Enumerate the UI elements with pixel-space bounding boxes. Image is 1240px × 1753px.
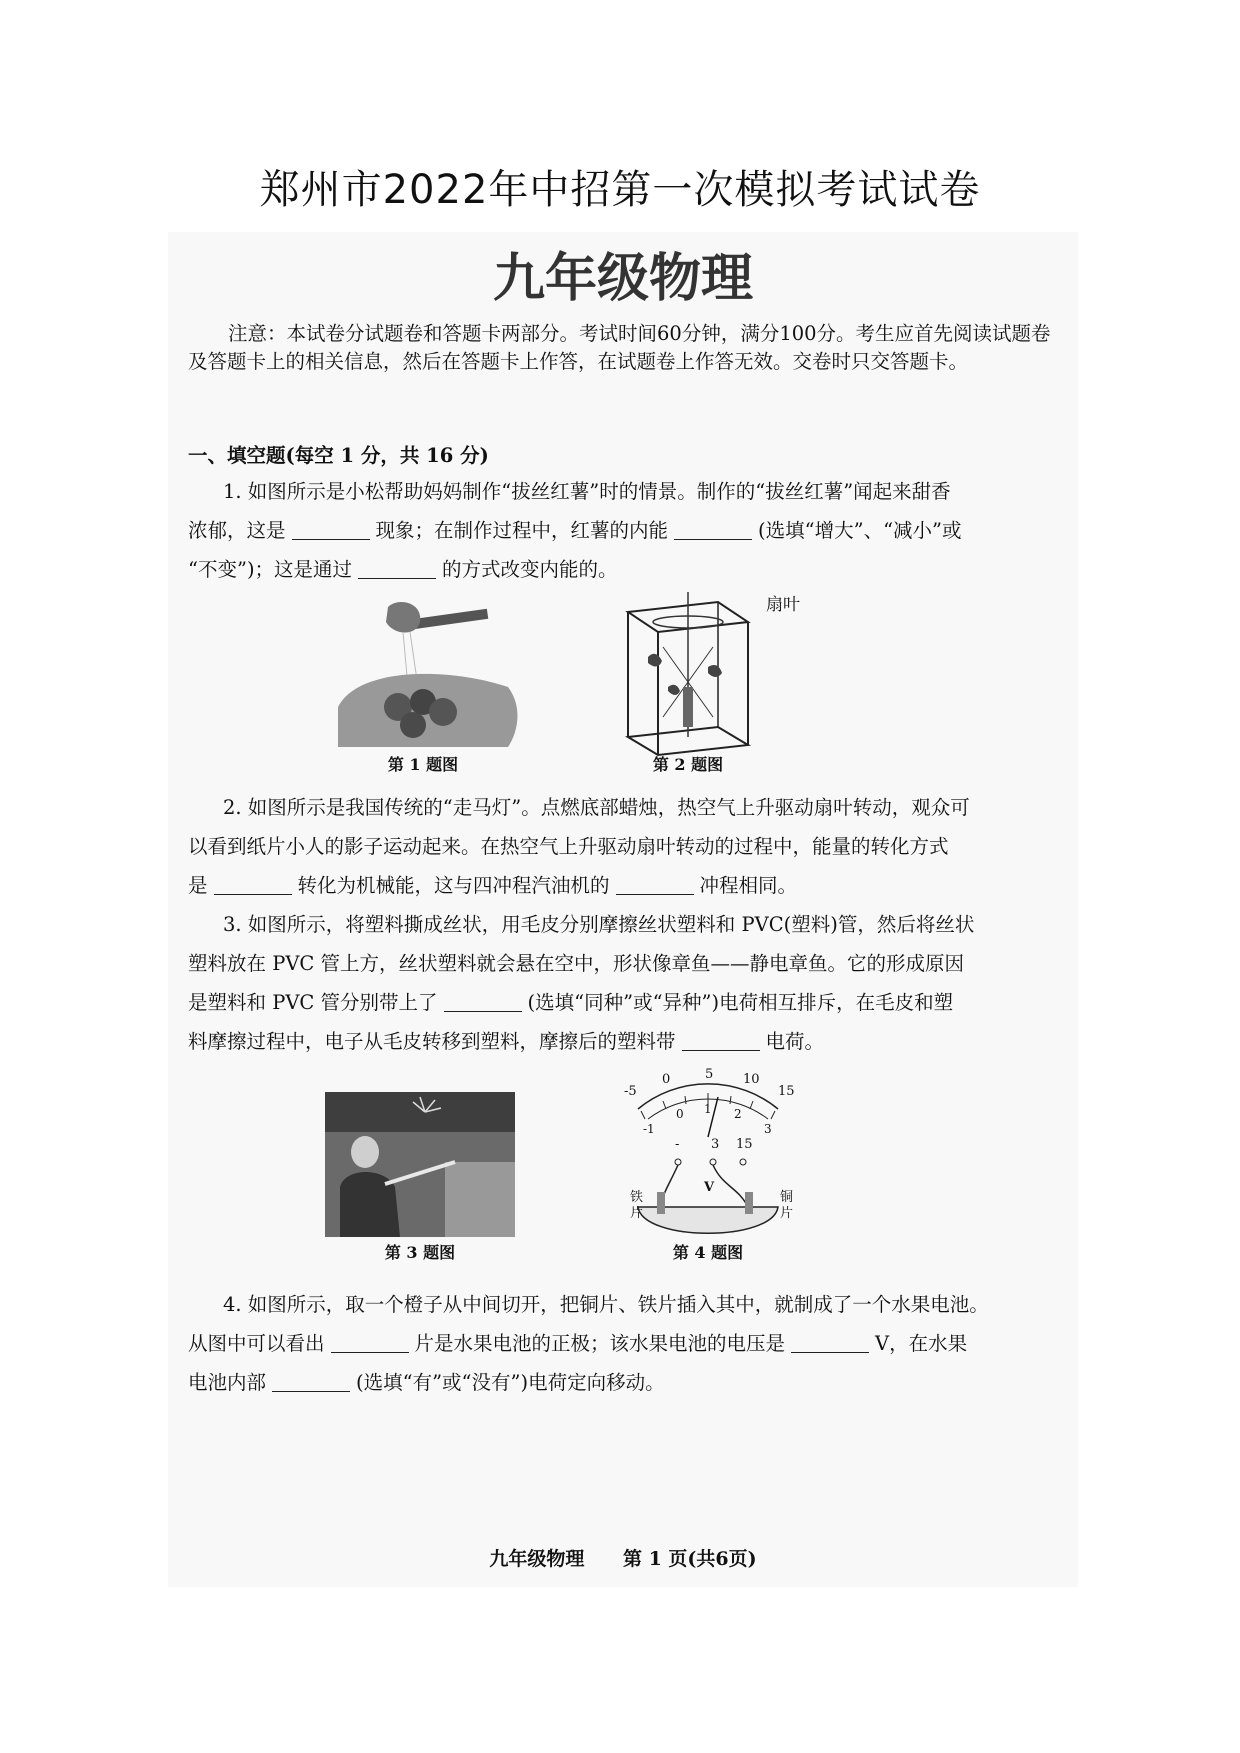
q3-blank-1: [444, 993, 522, 1012]
fig4-scale-top-2: 5: [705, 1067, 714, 1082]
fig4-scale-top-0: -5: [624, 1084, 637, 1099]
q4-line2: [188, 1328, 967, 1356]
fig4-fruit-battery: [623, 1067, 793, 1237]
q4-text-e: (选填“有”或“没有”)电荷定向移动。: [356, 1371, 665, 1394]
fig4-scale-top-4: 15: [778, 1084, 795, 1099]
fig4-terminal-3: 3: [711, 1137, 720, 1152]
q3-blank-2: [682, 1032, 760, 1051]
q1-blank-1: [292, 521, 370, 540]
q1-line2: [188, 515, 962, 543]
section1-title: 一、填空题(每空 1 分，共 16 分): [188, 444, 489, 467]
q3-text-c: 料摩擦过程中，电子从毛皮转移到塑料，摩擦后的塑料带: [188, 1030, 676, 1053]
q3-line3: [188, 987, 953, 1015]
fig2-fan-label: 扇叶: [766, 595, 800, 615]
q3-text-b: (选填“同种”或“异种”)电荷相互排斥，在毛皮和塑: [527, 991, 954, 1014]
fig4-scale-top-1: 0: [662, 1072, 671, 1087]
fig1-candied-sweet-potato: [328, 597, 528, 752]
fig4-scale-bottom-0: -1: [643, 1122, 655, 1136]
q2-line3: [188, 870, 797, 898]
q3-text-a: 是塑料和 PVC 管分别带上了: [188, 991, 438, 1014]
q3-text-d: 电荷。: [765, 1030, 825, 1053]
fig3-static-octopus-photo: [325, 1092, 515, 1237]
fig4-scale-bottom-3: 2: [734, 1107, 742, 1121]
q4-line1: 4. 如图所示，取一个橙子从中间切开，把铜片、铁片插入其中，就制成了一个水果电池。: [223, 1293, 989, 1316]
fig4-iron-label: 铁片: [630, 1190, 644, 1221]
q2-text-b: 转化为机械能，这与四冲程汽油机的: [297, 874, 610, 897]
q2-text-a: 是: [188, 874, 208, 897]
fig2-revolving-lantern: [608, 587, 768, 762]
subject-title: 九年级物理: [492, 249, 753, 309]
q3-line2: 塑料放在 PVC 管上方，丝状塑料就会悬在空中，形状像章鱼——静电章鱼。它的形成原因: [188, 952, 965, 975]
q1-text-e: 的方式改变内能的。: [442, 558, 618, 581]
q4-line3: [188, 1367, 665, 1395]
q4-blank-1: [331, 1334, 409, 1353]
fig4-scale-bottom-1: 0: [676, 1107, 684, 1121]
q4-text-a: 从图中可以看出: [188, 1332, 325, 1355]
q2-blank-2: [616, 876, 694, 895]
q1-blank-3: [358, 560, 436, 579]
fig2-caption: 第 2 题图: [652, 755, 724, 774]
fig1-caption: 第 1 题图: [387, 755, 459, 774]
q4-blank-3: [272, 1373, 350, 1392]
fig4-copper-label: 铜片: [780, 1190, 794, 1221]
q1-line3: [188, 554, 618, 582]
q1-text-a: 浓郁，这是: [188, 519, 286, 542]
fig4-scale-bottom-4: 3: [764, 1122, 772, 1136]
exam-header-title: 郑州市2022年中招第一次模拟考试试卷: [259, 167, 981, 213]
q4-blank-2: [791, 1334, 869, 1353]
q3-line1: 3. 如图所示，将塑料撕成丝状，用毛皮分别摩擦丝状塑料和 PVC(塑料)管，然后将丝状: [223, 913, 975, 936]
q3-line4: [188, 1026, 824, 1054]
q2-line2: 以看到纸片小人的影子运动起来。在热空气上升驱动扇叶转动的过程中，能量的转化方式: [188, 835, 949, 858]
fig4-scale-bottom-2: 1: [704, 1102, 712, 1116]
q2-text-c: 冲程相同。: [699, 874, 798, 897]
q2-line1: 2. 如图所示是我国传统的“走马灯”。点燃底部蜡烛，热空气上升驱动扇叶转动，观众可: [223, 796, 970, 819]
q1-blank-2: [674, 521, 752, 540]
fig3-caption: 第 3 题图: [384, 1243, 456, 1262]
fig4-terminal-minus: -: [675, 1137, 680, 1152]
fig4-terminal-15: 15: [736, 1137, 753, 1152]
fig4-scale-top-3: 10: [743, 1072, 760, 1087]
q1-text-c: (选填“增大”、“减小”或: [758, 519, 962, 542]
footer-subject: 九年级物理: [489, 1548, 585, 1570]
q4-text-c: V，在水果: [875, 1332, 968, 1355]
q2-blank-1: [214, 876, 292, 895]
q1-text-d: “不变”)；这是通过: [188, 558, 353, 581]
page-footer: [168, 1544, 1078, 1571]
scanned-page: [168, 232, 1078, 1587]
notice-text: 注意：本试卷分试题卷和答题卡两部分。考试时间60分钟，满分100分。考生应首先阅读试题卷及答题卡上的相关信息，然后在答题卡上作答，在试题卷上作答无效。交卷时只交答题卡。: [188, 322, 1051, 373]
footer-page-number: 第 1 页(共6页): [622, 1548, 757, 1570]
q1-line1: 1. 如图所示是小松帮助妈妈制作“拔丝红薯”时的情景。制作的“拔丝红薯”闻起来甜香: [223, 480, 951, 503]
fig4-voltmeter-label: V: [704, 1180, 715, 1195]
q4-text-d: 电池内部: [188, 1371, 267, 1394]
q1-text-b: 现象；在制作过程中，红薯的内能: [375, 519, 669, 542]
fig4-caption: 第 4 题图: [672, 1243, 744, 1262]
q4-text-b: 片是水果电池的正极；该水果电池的电压是: [414, 1332, 786, 1355]
